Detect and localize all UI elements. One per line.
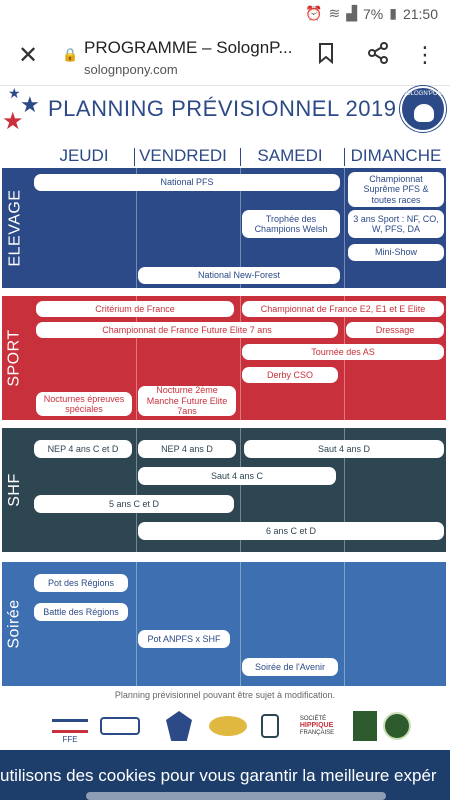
section-shf (2, 428, 446, 552)
section-body (32, 562, 446, 686)
wifi-icon: ≋ (328, 5, 341, 21)
event-nep-vendredi: NEP 4 ans D (138, 440, 236, 458)
column-line (240, 562, 241, 686)
fpf-logo (98, 708, 142, 744)
event-trophee-welsh: Trophée des Champions Welsh (242, 210, 340, 238)
status-bar (0, 0, 450, 28)
event-battle-regions: Battle des Régions (34, 603, 128, 621)
clock: 21:50 (402, 5, 438, 22)
day-dimanche: DIMANCHE (350, 146, 442, 165)
day-samedi: SAMEDI (257, 146, 323, 165)
planning-poster (0, 86, 450, 750)
shf-logo (258, 708, 282, 744)
status-right (305, 5, 438, 22)
star-icon: ★ (8, 85, 21, 101)
event-championnat-e2: Championnat de France E2, E1 et E Elite (242, 301, 444, 317)
event-national-pfs: National PFS (34, 174, 340, 191)
event-championnat-future: Championnat de France Future Elite 7 ans (36, 322, 338, 338)
day-divider (344, 148, 345, 166)
column-line (240, 296, 241, 420)
event-saut-4c: Saut 4 ans C (138, 467, 336, 485)
section-label: ELEVAGE (6, 189, 24, 267)
disclaimer: Planning prévisionnel pouvant être sujet à modification. (114, 690, 336, 700)
round-mark (383, 712, 411, 740)
column-line (136, 562, 137, 686)
stud-book-mark (353, 711, 377, 741)
battery-icon: ▮ (389, 5, 397, 21)
cookie-text-second-line (86, 792, 386, 800)
event-trois-ans-sport: 3 ans Sport : NF, CO, W, PFS, DA (348, 210, 444, 238)
ffe-label: FFE (62, 735, 78, 744)
anpfs-mark (209, 716, 247, 736)
alarm-icon: ⏰ (305, 5, 323, 21)
pony-icon (414, 104, 434, 122)
day-vendredi: VENDREDI (139, 146, 227, 165)
more-icon[interactable]: ⋮ (414, 42, 436, 67)
section-elevage (2, 168, 446, 288)
sif-logo (286, 708, 348, 744)
close-icon[interactable]: ✕ (17, 42, 39, 69)
event-nocturne-2: Nocturne 2ème Manche Future Elite 7ans (138, 386, 236, 416)
signal-icon: ▟ (346, 5, 357, 21)
poster-title: PLANNING PRÉVISIONNEL 2019 (48, 96, 397, 121)
event-tournee-as: Tournée des AS (242, 344, 444, 360)
day-divider (240, 148, 241, 166)
cookie-banner[interactable] (0, 750, 450, 800)
ffe-mark (52, 719, 88, 733)
pfs-mark (166, 711, 192, 741)
event-championnat-supreme: Championnat Suprême PFS & toutes races (348, 172, 444, 207)
event-criterium: Critérium de France (36, 301, 234, 317)
browser-toolbar (0, 28, 450, 86)
sponsor-logos (50, 708, 410, 746)
day-divider (134, 148, 135, 166)
section-body (32, 296, 446, 420)
shf-mark (261, 714, 279, 738)
bookmark-icon[interactable] (312, 42, 340, 70)
event-pot-anpfs: Pot ANPFS x SHF (138, 630, 230, 648)
event-six-ans: 6 ans C et D (138, 522, 444, 540)
section-label: SPORT (6, 329, 24, 387)
section-body (32, 428, 446, 552)
fpf-mark (100, 717, 140, 735)
solognpony-logo (400, 86, 446, 132)
round-logo (382, 708, 412, 744)
star-icon: ★ (20, 92, 40, 117)
lock-icon: 🔒 (62, 47, 79, 62)
event-mini-show: Mini-Show (348, 244, 444, 261)
section-label: Soirée (6, 599, 23, 649)
section-body (32, 168, 446, 288)
star-icon: ★ (2, 108, 24, 135)
page-url[interactable]: solognpony.com (84, 62, 178, 77)
section-sport (2, 296, 446, 420)
event-nep-jeudi: NEP 4 ans C et D (34, 440, 132, 458)
anpfs-logo (208, 708, 248, 744)
battery-level: 7% (363, 5, 384, 22)
page-title[interactable]: PROGRAMME – SolognP... (84, 38, 293, 57)
event-national-new-forest: National New-Forest (138, 267, 340, 284)
stud-book-logo (352, 708, 378, 744)
event-saut-samedi: Saut 4 ans D (244, 440, 444, 458)
event-soiree-avenir: Soirée de l'Avenir (242, 658, 338, 676)
section-soiree (2, 562, 446, 686)
share-icon[interactable] (364, 42, 392, 70)
event-nocturnes: Nocturnes épreuves spéciales (36, 392, 132, 416)
column-line (136, 428, 137, 552)
section-label: SHF (6, 473, 23, 507)
day-jeudi: JEUDI (59, 146, 109, 165)
cookie-text: utilisons des cookies pour vous garantir la meilleure expér (0, 766, 437, 785)
event-cinq-ans: 5 ans C et D (34, 495, 234, 513)
event-derby-cso: Derby CSO (242, 367, 338, 383)
pfs-logo (162, 708, 196, 744)
column-line (344, 562, 345, 686)
column-line (344, 168, 345, 288)
sif-label: SOCIÉTÉ HIPPIQUE FRANÇAISE (299, 715, 335, 736)
ffe-logo (50, 708, 90, 744)
event-pot-regions: Pot des Régions (34, 574, 128, 592)
logo-text: SOLOGN'PONY (402, 91, 446, 97)
event-dressage: Dressage (346, 322, 444, 338)
